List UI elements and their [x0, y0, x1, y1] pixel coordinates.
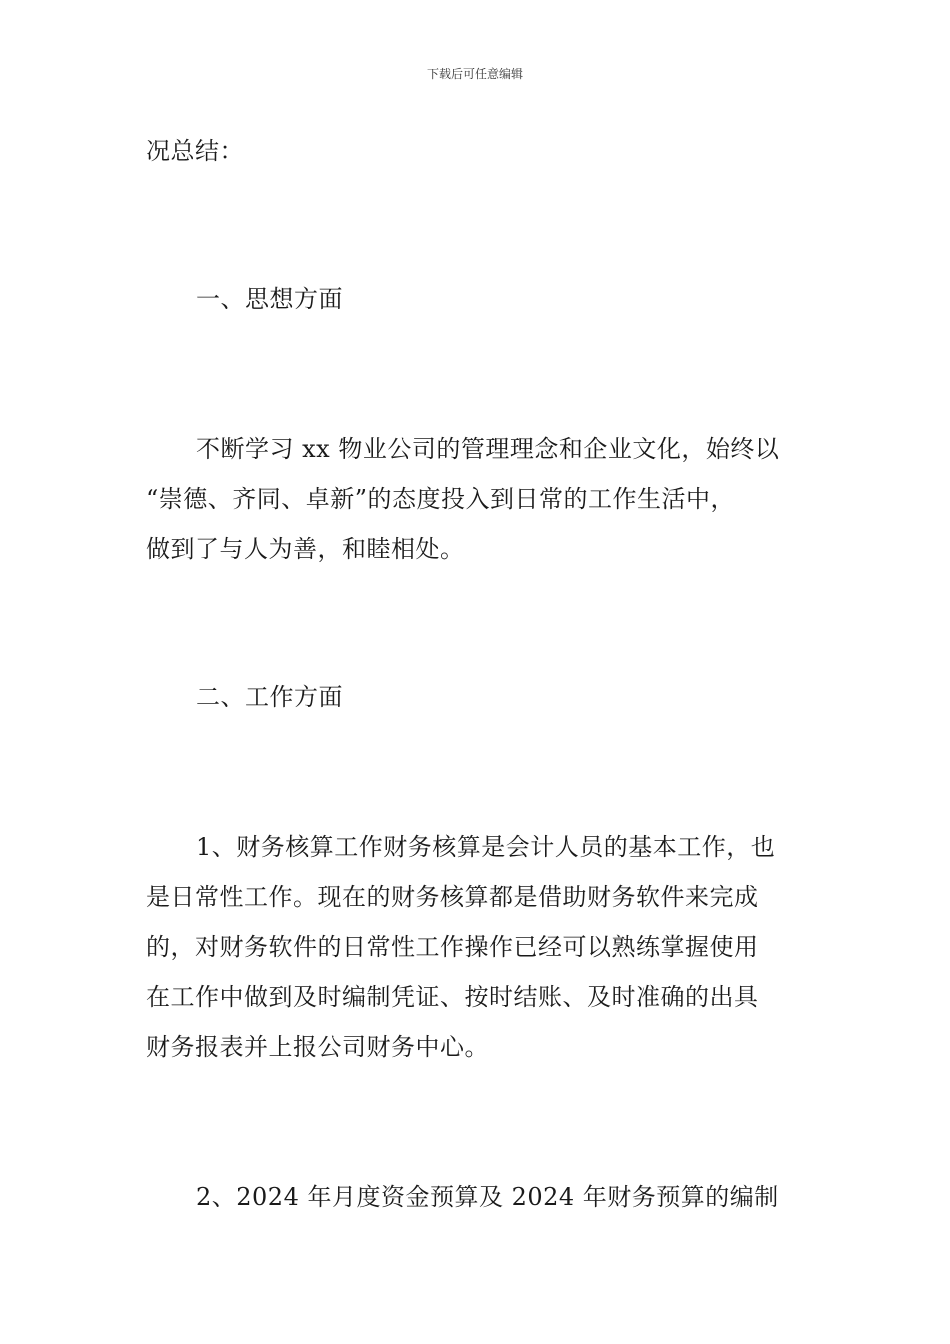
paragraph-line: 不断学习 xx 物业公司的管理理念和企业文化，始终以: [196, 435, 780, 463]
section-heading-thought: 一、思想方面: [196, 285, 343, 313]
paragraph-line: 的，对财务软件的日常性工作操作已经可以熟练掌握使用: [146, 933, 759, 961]
paragraph-line: 在工作中做到及时编制凭证、按时结账、及时准确的出具: [146, 983, 759, 1011]
paragraph-line: 1、财务核算工作财务核算是会计人员的基本工作，也: [196, 833, 776, 861]
section-heading-work: 二、工作方面: [196, 683, 343, 711]
paragraph-line: “崇德、齐同、卓新”的态度投入到日常的工作生活中，: [146, 485, 736, 513]
paragraph-line: 是日常性工作。现在的财务核算都是借助财务软件来完成: [146, 883, 759, 911]
paragraph-line: 做到了与人为善，和睦相处。: [146, 535, 465, 563]
intro-line: 况总结：: [146, 137, 244, 165]
page-header: 下载后可任意编辑: [426, 67, 523, 81]
paragraph-line: 2、2024 年月度资金预算及 2024 年财务预算的编制: [196, 1183, 779, 1211]
paragraph-line: 财务报表并上报公司财务中心。: [146, 1033, 489, 1061]
